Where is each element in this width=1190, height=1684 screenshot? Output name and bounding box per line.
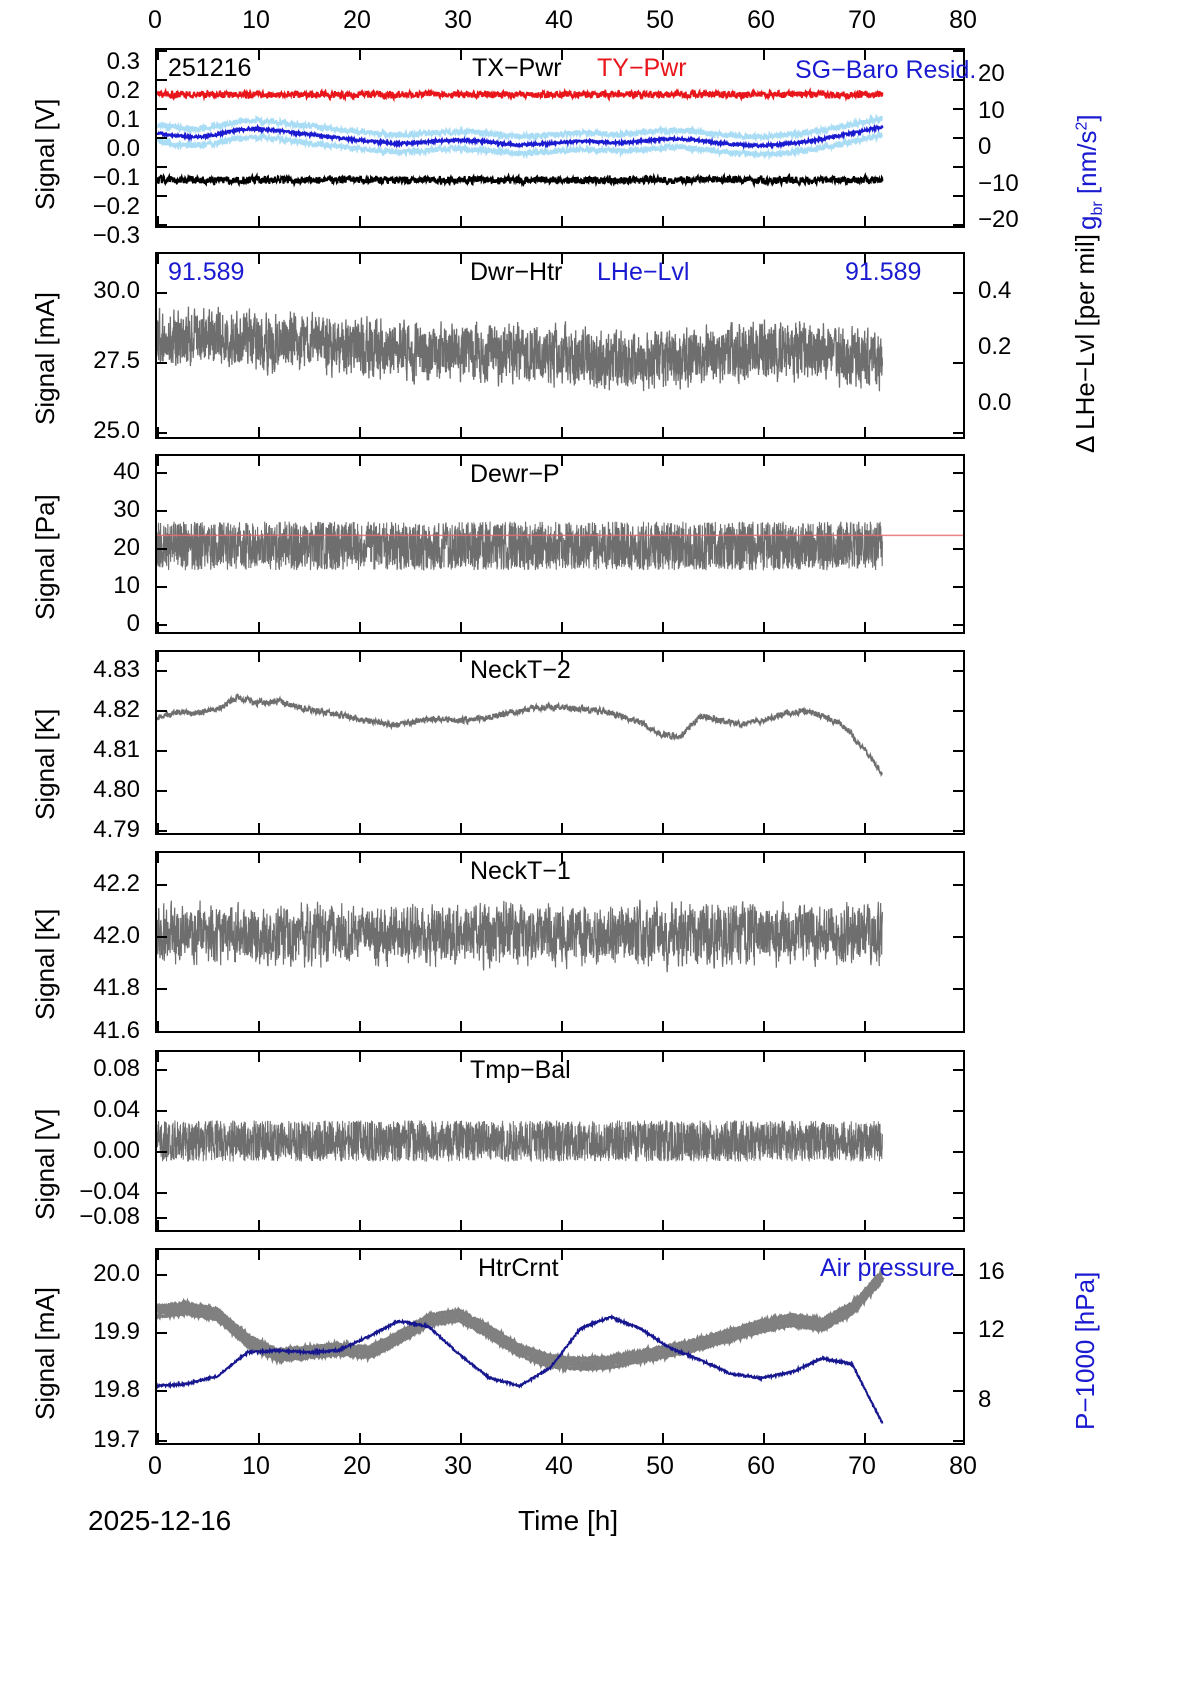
ytick-p2r-1: 0.2 [978, 333, 1012, 360]
xtick-bot-80: 80 [949, 1452, 977, 1480]
xtick-top-40: 40 [545, 6, 573, 34]
ylabel-p2: Signal [mA] [30, 292, 60, 425]
ytick-p5-0: 42.2 [93, 870, 140, 897]
ytick-p7-3: 19.7 [93, 1426, 140, 1453]
ytick-p5-1: 42.0 [93, 922, 140, 949]
ytick-p4-3: 4.80 [93, 776, 140, 803]
ytick-p2-0: 30.0 [93, 277, 140, 304]
title-tx-pwr: TX−Pwr [472, 54, 562, 82]
ytick-p1-0: 0.3 [106, 48, 140, 75]
lhe-level-left-value: 91.589 [168, 258, 245, 286]
title-neckt2: NeckT−2 [470, 656, 571, 684]
ytick-p7-1: 19.9 [93, 1318, 140, 1345]
xtick-top-10: 10 [242, 6, 270, 34]
xaxis-title: Time [h] [518, 1505, 619, 1536]
xtick-bot-60: 60 [747, 1452, 775, 1480]
ytick-p7-0: 20.0 [93, 1260, 140, 1287]
ytick-p3-1: 30 [113, 496, 140, 523]
panel-dewr-p-plot [157, 456, 963, 632]
title-dwr-htr: Dwr−Htr [470, 258, 563, 286]
xtick-bot-0: 0 [148, 1452, 162, 1480]
ylabel-p3: Signal [Pa] [30, 494, 60, 620]
ytick-p4-2: 4.81 [93, 736, 140, 763]
xtick-top-20: 20 [343, 6, 371, 34]
xtick-top-70: 70 [848, 6, 876, 34]
xtick-top-30: 30 [444, 6, 472, 34]
ytick-p1-4: −0.1 [92, 164, 140, 191]
title-sg-baro-resid: SG−Baro Resid. [795, 56, 977, 84]
ylabel-p5: Signal [K] [30, 908, 60, 1020]
ytick-p4-4: 4.79 [93, 816, 140, 843]
ylabel-p7-right: P−1000 [hPa] [1070, 1271, 1100, 1430]
title-neckt1: NeckT−1 [470, 857, 571, 885]
title-lhe-lvl: LHe−Lvl [597, 258, 690, 286]
ytick-p1-1: 0.2 [106, 77, 140, 104]
ytick-p2r-0: 0.4 [978, 277, 1012, 304]
ylabel-p6: Signal [V] [30, 1108, 60, 1220]
xtick-bot-40: 40 [545, 1452, 573, 1480]
title-tmp-bal: Tmp−Bal [470, 1056, 571, 1084]
title-htrcrnt: HtrCrnt [478, 1254, 559, 1282]
ytick-p5-3: 41.6 [93, 1017, 140, 1044]
title-air-pressure: Air pressure [820, 1254, 955, 1282]
ytick-p2-2: 25.0 [93, 417, 140, 444]
ylabel-p7: Signal [mA] [30, 1287, 60, 1420]
xtick-bot-70: 70 [848, 1452, 876, 1480]
ytick-p1-2: 0.1 [106, 106, 140, 133]
ytick-p4-1: 4.82 [93, 696, 140, 723]
xtick-bot-30: 30 [444, 1452, 472, 1480]
ytick-p2r-2: 0.0 [978, 389, 1012, 416]
ytick-p3-4: 0 [126, 610, 140, 637]
xtick-top-80: 80 [949, 6, 977, 34]
ytick-p4-0: 4.83 [93, 656, 140, 683]
ytick-p1-5: −0.2 [92, 193, 140, 220]
ytick-p6-0: 0.08 [93, 1055, 140, 1082]
ytick-p1-6: −0.3 [92, 222, 140, 249]
xtick-top-0: 0 [148, 6, 162, 34]
ytick-p5-2: 41.8 [93, 974, 140, 1001]
xtick-top-60: 60 [747, 6, 775, 34]
ytick-p3-2: 20 [113, 534, 140, 561]
date-label: 2025-12-16 [88, 1505, 232, 1536]
ytick-p1r-3: −10 [978, 170, 1019, 197]
ytick-p6-3: −0.04 [79, 1178, 140, 1205]
ytick-p7r-2: 8 [978, 1386, 992, 1413]
ytick-p7-2: 19.8 [93, 1376, 140, 1403]
xtick-bot-10: 10 [242, 1452, 270, 1480]
ytick-p6-1: 0.04 [93, 1096, 140, 1123]
ytick-p1r-1: 10 [978, 97, 1005, 124]
ytick-p2-1: 27.5 [93, 347, 140, 374]
title-ty-pwr: TY−Pwr [597, 54, 687, 82]
xtick-bot-50: 50 [646, 1452, 674, 1480]
panel-dewr-p[interactable] [155, 454, 965, 634]
title-dewr-p: Dewr−P [470, 460, 560, 488]
ytick-p3-3: 10 [113, 572, 140, 599]
date-code-label: 251216 [168, 54, 252, 82]
panel-dewr-p-traces [157, 456, 963, 632]
ylabel-p1-right: $g_{br}$ $[nm/s^2]$ [1072, 114, 1107, 230]
ytick-p1r-4: −20 [978, 206, 1019, 233]
ytick-p1r-2: 0 [978, 133, 992, 160]
ylabel-p1: Signal [V] [30, 98, 60, 210]
xtick-top-50: 50 [646, 6, 674, 34]
lhe-level-right-value: 91.589 [845, 258, 922, 286]
ytick-p6-2: 0.00 [93, 1137, 140, 1164]
xtick-bot-20: 20 [343, 1452, 371, 1480]
ylabel-p4: Signal [K] [30, 708, 60, 820]
ytick-p7r-1: 12 [978, 1316, 1005, 1343]
ytick-p1r-0: 20 [978, 60, 1005, 87]
ytick-p3-0: 40 [113, 458, 140, 485]
ylabel-p2-right: Δ LHe−Lvl [per mil] [1070, 234, 1100, 453]
ytick-p7r-0: 16 [978, 1258, 1005, 1285]
ytick-p1-3: 0.0 [106, 135, 140, 162]
ytick-p6-4: −0.08 [79, 1203, 140, 1230]
